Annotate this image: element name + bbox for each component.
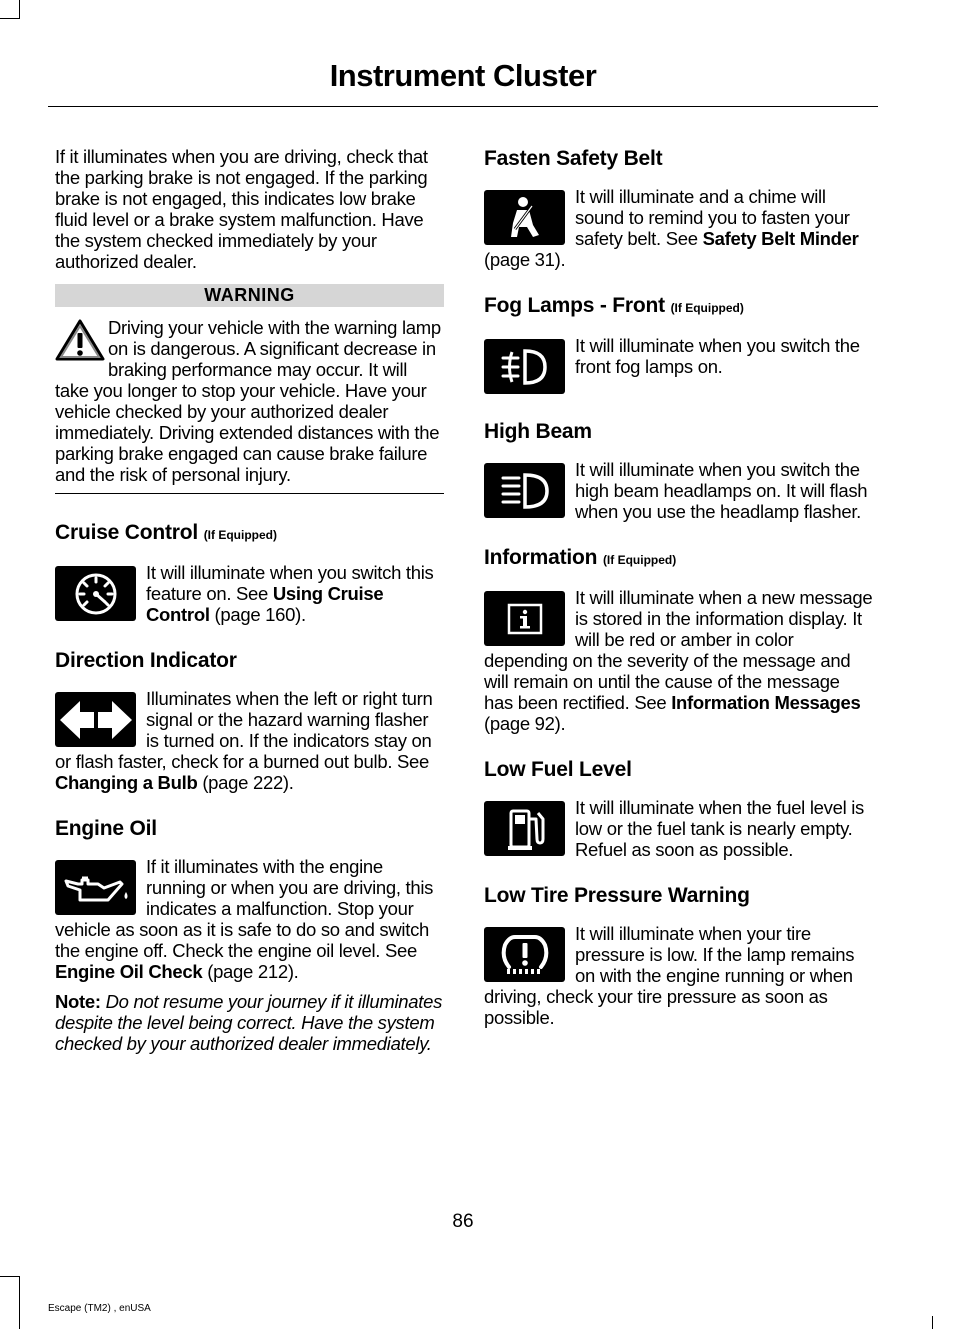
document-id: Escape (TM2) , enUSA [48,1303,151,1314]
fog-lamps-section [484,293,873,396]
information-section [484,545,873,734]
section-heading: High Beam [484,420,592,443]
fuel-pump-icon [484,801,565,856]
warning-triangle-icon [55,319,105,361]
warning-text: Driving your vehicle with the warning lamp on is dangerous. A significant decrease in braking performance may occur. It will take you longer to stop your vehicle. Have your vehicle checked by your authorized dealer immediately. Driving extended distances with the parking brake engaged can cause brake failure and the risk of personal injury. [55,317,441,485]
direction-text: Illuminates when the left or right turn signal or the hazard warning flasher is turned on. If the indicators stay on or flash faster, check for a burned out bulb. See Changing a Bulb (page 222). [55,688,433,793]
beam-text: It will illuminate when you switch the high beam headlamps on. It will flash when you use the headlamp flasher. [575,459,868,522]
intro-paragraph: If it illuminates when you are driving, check that the parking brake is not engaged. If the parking brake is not engaged, this indicates low brake fluid level or a brake system malfunction. Have the system checked immediately by your authorized dealer. [55,146,428,272]
section-heading: Low Fuel Level [484,758,632,781]
turn-signal-arrows-icon [55,692,136,747]
crop-mark [932,1316,933,1329]
section-heading: Cruise Control (If Equipped) [55,521,278,544]
information-icon [484,591,565,646]
safety-belt-section [484,146,873,270]
high-beam-icon [484,463,565,518]
page-number: 86 [452,1211,474,1232]
page-title: Instrument Cluster [329,58,597,93]
crop-mark [0,1276,19,1277]
belt-text: It will illuminate and a chime will sound to remind you to fasten your safety belt. See Safety Belt Minder (page 31). [484,186,859,270]
seatbelt-icon [484,190,565,245]
crop-mark [19,1276,20,1329]
tire-pressure-section [484,883,873,1028]
section-heading: Direction Indicator [55,649,237,672]
high-beam-section [484,419,873,522]
oil-reference-link[interactable]: Engine Oil Check [55,961,203,982]
info-reference-link[interactable]: Information Messages [671,692,861,713]
direction-reference-link[interactable]: Changing a Bulb [55,772,198,793]
note-paragraph: Note: Do not resume your journey if it illuminates despite the level being correct. Have the system checked by your authorized dealer immediately. [55,991,443,1054]
speedometer-icon [55,566,136,621]
engine-oil-section [55,816,444,982]
section-heading: Low Tire Pressure Warning [484,884,750,907]
right-column [484,146,873,1051]
tire-text: It will illuminate when your tire pressure is low. If the lamp remains on with the engine running or when driving, check your tire pressure as soon as possible. [484,923,855,1028]
direction-indicator-section [55,648,444,793]
oil-text: If it illuminates with the engine running or when you are driving, this indicates a malfunction. Stop your vehicle as soon as it is safe to do so and switch the engine off. Check the engine oil level. See Engine Oil Check (page 212). [55,856,434,982]
crop-mark [19,0,20,19]
cruise-text: It will illuminate when you switch this feature on. See Using Cruise Control (page 160). [146,562,434,625]
fuel-text: It will illuminate when the fuel level is low or the fuel tank is nearly empty. Refuel as soon as possible. [575,797,864,860]
title-rule [48,106,878,107]
section-heading: Fog Lamps - Front (If Equipped) [484,294,744,317]
fog-text: It will illuminate when you switch the front fog lamps on. [575,335,860,377]
belt-reference-link[interactable]: Safety Belt Minder [702,228,859,249]
left-column [55,146,444,1054]
cruise-control-section [55,520,444,625]
crop-mark [0,18,19,19]
tire-pressure-icon [484,927,565,982]
section-heading: Engine Oil [55,817,157,840]
oil-can-icon [55,860,136,915]
low-fuel-section [484,757,873,860]
front-fog-lamp-icon [484,339,565,394]
warning-heading: WARNING [55,284,444,307]
section-heading: Fasten Safety Belt [484,147,663,170]
warning-box [55,317,444,494]
info-text: It will illuminate when a new message is stored in the information display. It will be red or amber in color depending on the severity of the message and will remain on until the cause of the message has been rectified. See Information Messages (page 92). [484,587,873,734]
cruise-reference-link[interactable]: Using Cruise Control [146,583,384,625]
section-heading: Information (If Equipped) [484,546,677,569]
